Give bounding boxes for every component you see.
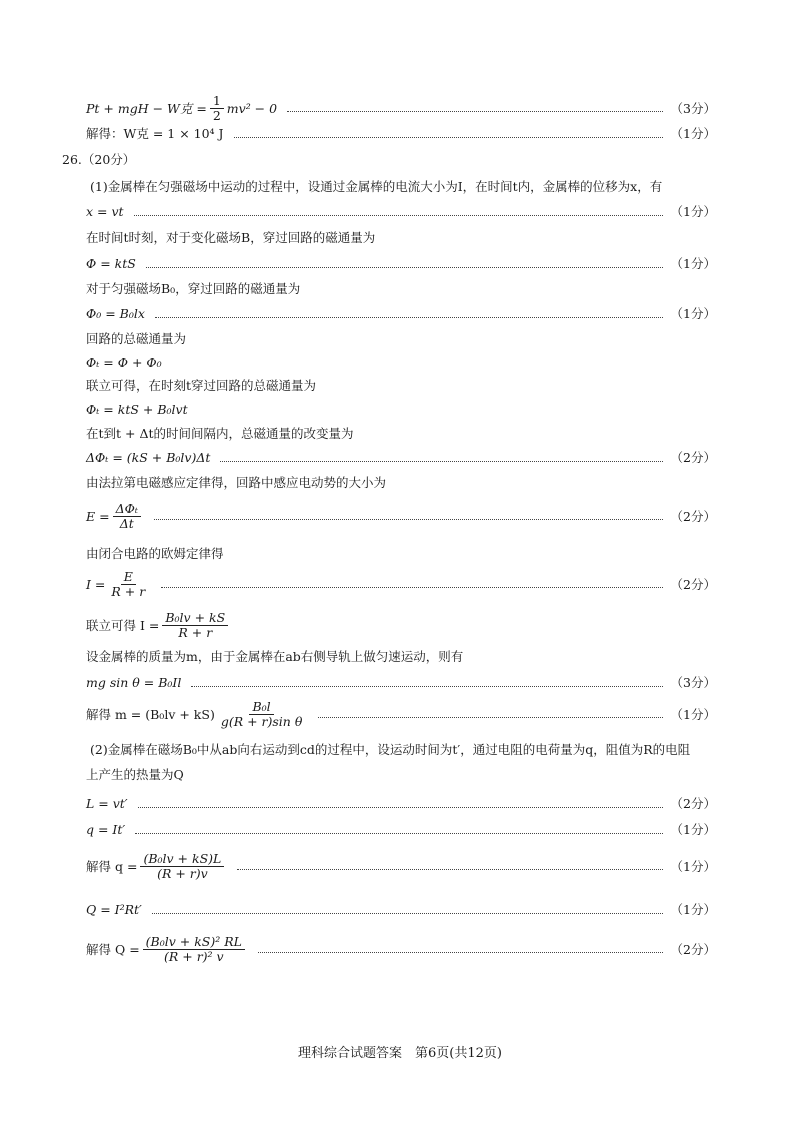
part2-intro-b: 上产生的热量为Q bbox=[86, 767, 184, 782]
equation-q2 bbox=[86, 852, 716, 881]
I2-fraction bbox=[162, 611, 228, 640]
m-lhs: 解得 m = (B₀lv + kS) bbox=[86, 706, 215, 722]
leader-dots bbox=[234, 137, 663, 138]
text-total-flux: 回路的总磁通量为 bbox=[86, 331, 187, 346]
score: （2分） bbox=[670, 576, 716, 592]
equation-phit2: Φₜ = ktS + B₀lvt bbox=[86, 402, 188, 417]
text-interval: 在t到t + Δt的时间间隔内，总磁通量的改变量为 bbox=[86, 426, 354, 441]
half-den: 2 bbox=[212, 108, 221, 123]
text-combine: 联立可得，在时刻t穿过回路的总磁通量为 bbox=[86, 378, 317, 393]
E-num: ΔΦₜ bbox=[113, 502, 141, 517]
phi0-expr: Φ₀ = B₀lx bbox=[86, 306, 145, 321]
I-num: E bbox=[121, 570, 136, 585]
dphi-expr: ΔΦₜ = (kS + B₀lv)Δt bbox=[86, 450, 211, 465]
leader-dots bbox=[258, 952, 663, 953]
leader-dots bbox=[146, 267, 663, 268]
leader-dots bbox=[220, 461, 662, 462]
score: （1分） bbox=[670, 256, 716, 271]
m-den: g(R + r)sin θ bbox=[220, 714, 303, 729]
leader-dots bbox=[287, 111, 662, 112]
score: （2分） bbox=[670, 941, 716, 957]
equation-phi bbox=[86, 256, 716, 272]
page-footer: 理科综合试题答案 第6页(共12页) bbox=[298, 1046, 502, 1061]
equation-phit: Φₜ = Φ + Φ₀ bbox=[86, 355, 162, 370]
text-faraday: 由法拉第电磁感应定律得，回路中感应电动势的大小为 bbox=[86, 475, 387, 490]
q2-lhs: 解得 q = bbox=[86, 858, 138, 874]
w-result: 解得：W克 = 1 × 10⁴ J bbox=[86, 126, 224, 141]
score: （2分） bbox=[670, 796, 716, 811]
score: （1分） bbox=[670, 822, 716, 837]
equation-E bbox=[86, 502, 716, 531]
score: （1分） bbox=[670, 858, 716, 874]
energy-expr: Pt + mgH − W克 = bbox=[86, 100, 207, 116]
question-26-header: 26.（20分） bbox=[62, 152, 136, 167]
leader-dots bbox=[161, 587, 662, 588]
equation-q bbox=[86, 822, 716, 838]
phi-expr: Φ = ktS bbox=[86, 256, 136, 271]
score: （3分） bbox=[670, 675, 716, 690]
equation-Q bbox=[86, 902, 716, 918]
half-num: 1 bbox=[210, 94, 224, 109]
equation-Q2 bbox=[86, 935, 716, 964]
leader-dots bbox=[152, 913, 663, 914]
Q2-num: (B₀lv + kS)² RL bbox=[143, 935, 245, 950]
E-fraction bbox=[113, 502, 141, 531]
I2-den: R + r bbox=[178, 625, 213, 640]
score: （2分） bbox=[670, 508, 716, 524]
q-expr: q = It′ bbox=[86, 822, 126, 837]
Q2-lhs: 解得 Q = bbox=[86, 941, 140, 957]
half-fraction bbox=[210, 94, 224, 123]
equation-w-result bbox=[86, 126, 716, 142]
equation-dphi bbox=[86, 450, 716, 466]
leader-dots bbox=[237, 869, 662, 870]
leader-dots bbox=[191, 686, 662, 687]
energy-tail: mv² − 0 bbox=[226, 100, 278, 116]
score: （1分） bbox=[670, 126, 716, 141]
I2-num: B₀lv + kS bbox=[162, 611, 228, 626]
q2-den: (R + r)v bbox=[157, 866, 208, 881]
score: （1分） bbox=[670, 204, 716, 219]
equation-L bbox=[86, 796, 716, 812]
q2-num: (B₀lv + kS)L bbox=[140, 852, 224, 867]
equation-energy bbox=[86, 94, 716, 123]
m-num: B₀l bbox=[249, 700, 273, 715]
score: （2分） bbox=[670, 450, 716, 465]
leader-dots bbox=[138, 807, 663, 808]
Q-expr: Q = I²Rt′ bbox=[86, 902, 142, 917]
I-fraction bbox=[108, 570, 148, 599]
text-t-flux: 在时间t时刻，对于变化磁场B，穿过回路的磁通量为 bbox=[86, 230, 376, 245]
text-ohm: 由闭合电路的欧姆定律得 bbox=[86, 546, 224, 561]
part1-intro: (1)金属棒在匀强磁场中运动的过程中，设通过金属棒的电流大小为I，在时间t内，金属棒的位移为x，有 bbox=[90, 179, 663, 194]
Q2-den: (R + r)² v bbox=[164, 949, 224, 964]
text-b0-flux: 对于匀强磁场B₀，穿过回路的磁通量为 bbox=[86, 281, 301, 296]
equation-I bbox=[86, 570, 716, 599]
part2-intro-a: (2)金属棒在磁场B₀中从ab向右运动到cd的过程中，设运动时间为t′，通过电阻的电荷量为q，阻值为R的电阻 bbox=[90, 742, 691, 757]
I2-lhs: 联立可得 I = bbox=[86, 617, 160, 633]
I-den: R + r bbox=[111, 584, 146, 599]
equation-m bbox=[86, 700, 716, 729]
score: （1分） bbox=[670, 706, 716, 722]
I-lhs: I = bbox=[86, 576, 106, 592]
leader-dots bbox=[134, 215, 663, 216]
L-expr: L = vt′ bbox=[86, 796, 128, 811]
leader-dots bbox=[135, 833, 662, 834]
equation-mg bbox=[86, 675, 716, 691]
leader-dots bbox=[154, 519, 663, 520]
score: （1分） bbox=[670, 902, 716, 917]
Q2-fraction bbox=[143, 935, 245, 964]
equation-x bbox=[86, 204, 716, 220]
score: （3分） bbox=[670, 100, 716, 116]
E-lhs: E = bbox=[86, 508, 110, 524]
mg-expr: mg sin θ = B₀Il bbox=[86, 675, 182, 690]
m-fraction bbox=[218, 700, 306, 729]
text-mass: 设金属棒的质量为m，由于金属棒在ab右侧导轨上做匀速运动，则有 bbox=[86, 649, 464, 664]
equation-phi0 bbox=[86, 306, 716, 322]
q2-fraction bbox=[140, 852, 224, 881]
leader-dots bbox=[155, 317, 663, 318]
E-den: Δt bbox=[119, 516, 134, 531]
x-expr: x = vt bbox=[86, 204, 124, 219]
equation-I2 bbox=[86, 611, 716, 640]
score: （1分） bbox=[670, 306, 716, 321]
leader-dots bbox=[318, 717, 662, 718]
